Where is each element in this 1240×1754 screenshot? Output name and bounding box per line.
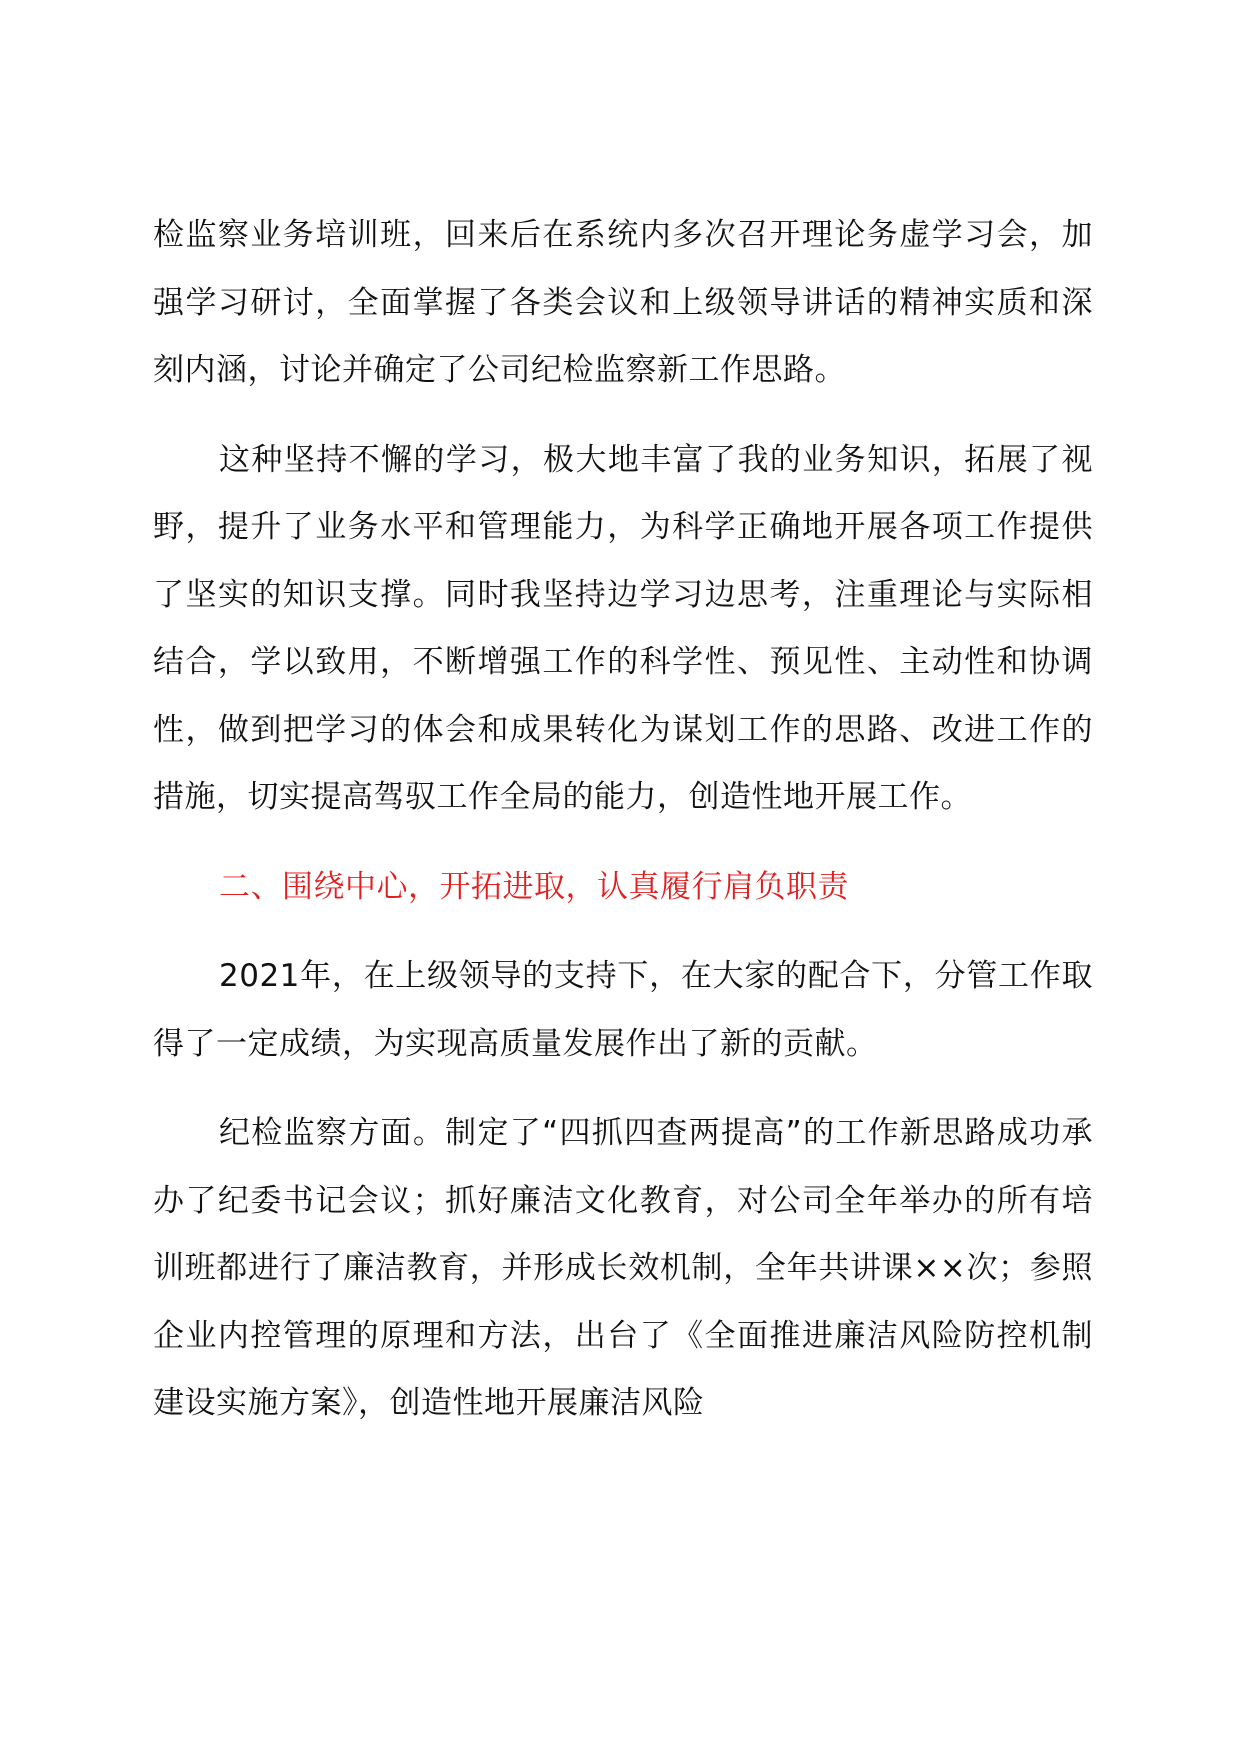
paragraph-study-training: 检监察业务培训班，回来后在系统内多次召开理论务虚学习会，加强学习研讨，全面掌握了各类会议和上级领导讲话的精神实质和深刻内涵，讨论并确定了公司纪检监察新工作思路。 [153, 217, 1093, 388]
paragraph-spacer [153, 832, 1093, 854]
paragraph-discipline-inspection: 纪检监察方面。制定了“四抓四查两提高”的工作新思路成功承办了纪委书记会议；抓好廉洁文化教育，对公司全年举办的所有培训班都进行了廉洁教育，并形成长效机制，全年共讲课××次；参照企业内控管理的原理和方法，出台了《全面推进廉洁风险防控机制建设实施方案》，创造性地开展廉洁风险 [153, 1115, 1093, 1421]
document-body [153, 202, 1093, 1438]
paragraph-spacer [153, 1078, 1093, 1100]
paragraph-spacer [153, 921, 1093, 943]
paragraph-learning-benefits: 这种坚持不懈的学习，极大地丰富了我的业务知识，拓展了视野，提升了业务水平和管理能力，为科学正确地开展各项工作提供了坚实的知识支撑。同时我坚持边学习边思考，注重理论与实际相结合，学以致用，不断增强工作的科学性、预见性、主动性和协调性，做到把学习的体会和成果转化为谋划工作的思路、改进工作的措施，切实提高驾驭工作全局的能力，创造性地开展工作。 [153, 441, 1093, 815]
section-heading: 二、围绕中心，开拓进取，认真履行肩负职责 [219, 868, 849, 905]
paragraph-2021-summary: 2021年，在上级领导的支持下，在大家的配合下，分管工作取得了一定成绩，为实现高质量发展作出了新的贡献。 [153, 958, 1093, 1062]
paragraph-spacer [153, 405, 1093, 427]
